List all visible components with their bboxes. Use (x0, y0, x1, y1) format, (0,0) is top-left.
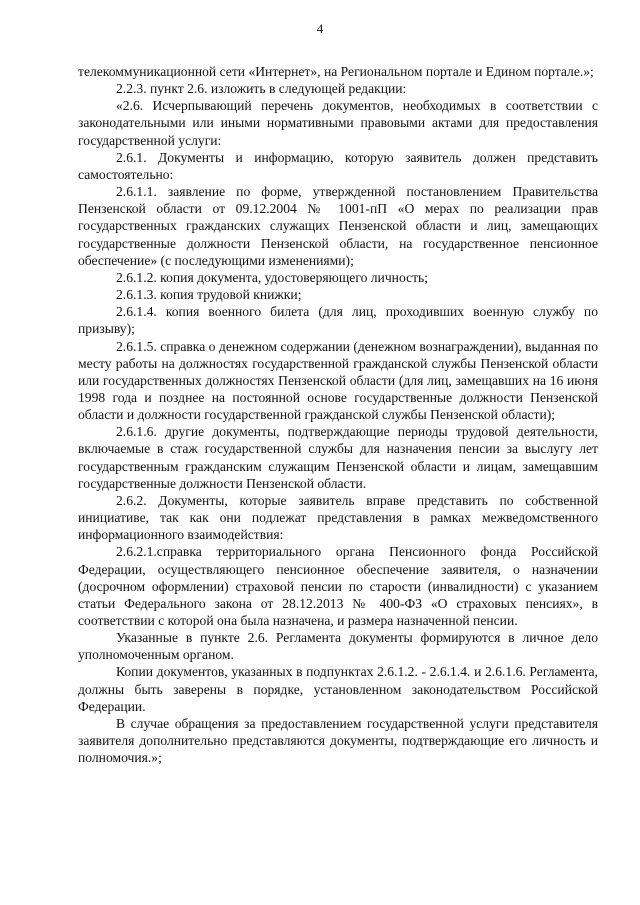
paragraph-personal-file: Указанные в пункте 2.6. Регламента документы формируются в личное дело уполномоченным органом. (78, 630, 598, 663)
paragraph-2-6-1-2: 2.6.1.2. копия документа, удостоверяющего личность; (116, 269, 429, 285)
paragraph-2-6-1-3: 2.6.1.3. копия трудовой книжки; (116, 287, 302, 303)
paragraph-2-6-2: 2.6.2. Документы, которые заявитель вправе представить по собственной инициативе, так как они подлежат представления в рамках межведомственного информационного взаимодействия: (78, 492, 598, 543)
paragraph-2-6-2-1: 2.6.2.1.справка территориального органа Пенсионного фонда Российской Федерации, осуществляющего пенсионное обеспечение заявителя, о назначении (досрочном оформлении) страховой пенсии по старости (инвалидности) с указанием статьи Федерального закона от 28.12.2013 № 400-ФЗ «О страховых пенсиях», в соответствии с которой она была назначена, и размера назначенной пенсии. (78, 544, 598, 628)
paragraph-2-6: «2.6. Исчерпывающий перечень документов, необходимых в соответствии с законодательными или иными нормативными правовыми актами для предоставления государственной услуги: (78, 98, 598, 148)
paragraph-2-6-1-1: 2.6.1.1. заявление по форме, утвержденной постановлением Правительства Пензенской области от 09.12.2004 № 1001-пП «О мерах по реализации прав государственных гражданских служащих Пензенской области и лиц, замещающих государственные должности Пензенской области, на государственное пенсионное обеспечение» (с последующими изменениями); (78, 184, 598, 268)
paragraph-2-6-1-4: 2.6.1.4. копия военного билета (для лиц, проходивших военную службу по призыву); (78, 304, 598, 337)
paragraph-representative: В случае обращения за предоставлением государственной услуги представителя заявителя дополнительно представляются документы, подтверждающие его личность и полномочия.»; (78, 715, 598, 766)
paragraph-2-2-3: 2.2.3. пункт 2.6. изложить в следующей редакции: (116, 81, 407, 97)
paragraph-2-6-1-6: 2.6.1.6. другие документы, подтверждающие периоды трудовой деятельности, включаемые в стаж государственной службы для назначения пенсии за выслугу лет государственным гражданским служащим Пензенской области и лицам, замещавшим государственные должности Пензенской области. (78, 424, 598, 491)
paragraph-2-6-1-5: 2.6.1.5. справка о денежном содержании (денежном вознаграждении), выданная по месту работы на должностях государственной гражданской службы Пензенской области или государственных должностях Пензенской области (для лиц, замещавших на 16 июня 1998 года и позднее на постоянной основе государственные должности Пензенской области и должности государственной гражданской службы Пензенской области); (78, 338, 598, 423)
paragraph-intro-continuation: телекоммуникационной сети «Интернет», на Региональном портале и Едином порталe.»; (78, 64, 594, 79)
document-body (78, 63, 598, 766)
page-number: 4 (316, 21, 324, 36)
paragraph-2-6-1: 2.6.1. Документы и информацию, которую заявитель должен представить самостоятельно: (78, 149, 598, 182)
paragraph-copies-certification: Копии документов, указанных в подпунктах 2.6.1.2. - 2.6.1.4. и 2.6.1.6. Регламента, должны быть заверены в порядке, установленном законодательством Российской Федерации. (78, 664, 598, 714)
